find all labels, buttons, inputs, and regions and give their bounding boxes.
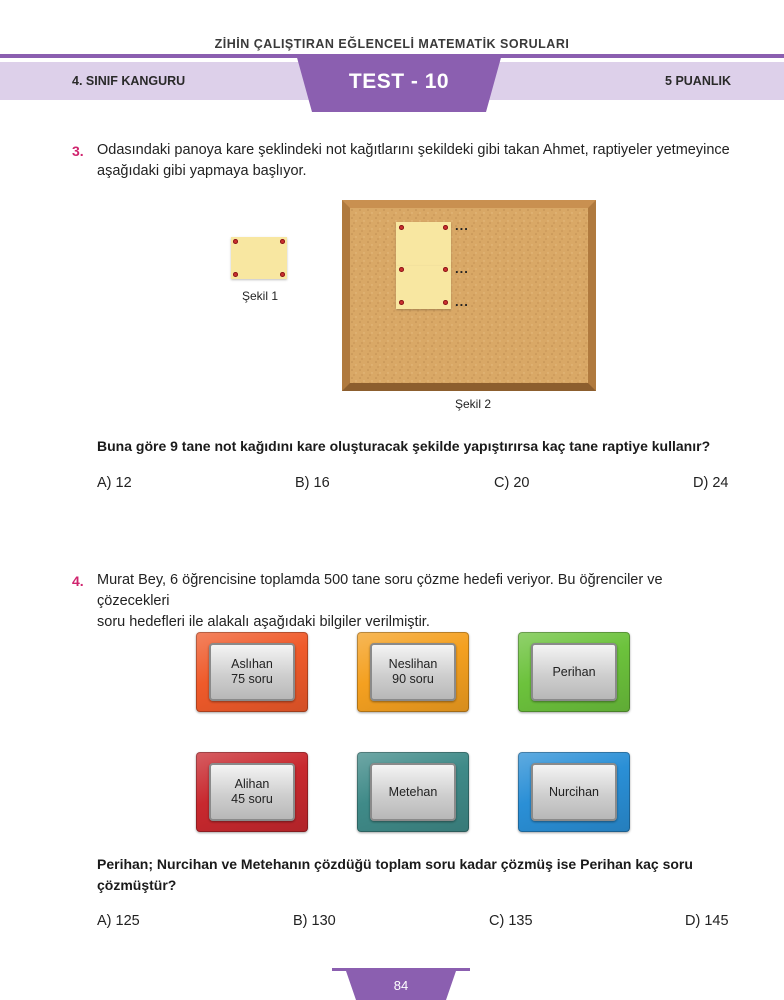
student-goal: 45 soru — [231, 792, 273, 806]
question-3-option-c[interactable]: C) 20 — [494, 475, 530, 491]
board-sticky-note — [396, 222, 451, 266]
ellipsis-row-1: ... — [455, 218, 469, 233]
pin-icon — [443, 267, 448, 272]
cork-board — [342, 200, 596, 391]
student-card-metehan — [357, 752, 469, 832]
question-3-option-d[interactable]: D) 24 — [693, 475, 729, 491]
figure-2-caption: Şekil 2 — [455, 397, 492, 411]
student-name: Alihan — [234, 777, 270, 791]
student-card-alihan — [196, 752, 308, 832]
pin-icon — [233, 239, 238, 244]
question-4-prompt-line1: Perihan; Nurcihan ve Metehanın çözdüğü toplam soru kadar çözmüş ise Perihan kaç soru — [97, 856, 693, 872]
pin-icon — [443, 225, 448, 230]
question-4-text — [97, 570, 737, 633]
pin-icon — [399, 300, 404, 305]
question-3-option-a[interactable]: A) 12 — [97, 475, 132, 491]
question-4-text-line2: soru hedefleri ile alakalı aşağıdaki bilgiler verilmiştir. — [97, 614, 430, 630]
pin-icon — [443, 300, 448, 305]
points-label: 5 PUANLIK — [665, 74, 731, 88]
question-4-option-a[interactable]: A) 125 — [97, 913, 140, 929]
student-card-aslihan — [196, 632, 308, 712]
student-goal: 75 soru — [231, 672, 273, 686]
student-name: Nurcihan — [548, 784, 600, 799]
question-4-option-d[interactable]: D) 145 — [685, 913, 729, 929]
question-4-text-line1: Murat Bey, 6 öğrencisine toplamda 500 tane soru çözme hedefi veriyor. Bu öğrenciler ve çözecekleri — [97, 572, 663, 609]
board-sticky-note — [396, 266, 451, 309]
student-name: Neslihan — [388, 657, 438, 671]
page-number: 84 — [393, 978, 409, 993]
question-4-prompt — [97, 854, 737, 896]
question-3-option-b[interactable]: B) 16 — [295, 475, 330, 491]
test-title: TEST - 10 — [348, 70, 450, 93]
question-4-option-b[interactable]: B) 130 — [293, 913, 336, 929]
student-goal: 90 soru — [392, 672, 434, 686]
question-4-number: 4. — [72, 573, 84, 589]
figure-1-caption: Şekil 1 — [242, 289, 279, 303]
student-card-neslihan — [357, 632, 469, 712]
pin-icon — [233, 272, 238, 277]
pin-icon — [280, 239, 285, 244]
grade-label: 4. SINIF KANGURU — [72, 74, 186, 88]
question-3-text-line2: aşağıdaki gibi yapmaya başlıyor. — [97, 163, 307, 179]
ellipsis-row-2: ... — [455, 261, 469, 276]
header-title: ZİHİN ÇALIŞTIRAN EĞLENCELİ MATEMATİK SORULARI — [214, 37, 570, 51]
pin-icon — [280, 272, 285, 277]
pin-icon — [399, 267, 404, 272]
student-name: Metehan — [388, 784, 438, 799]
question-3-text — [97, 140, 737, 182]
question-3-text-line1: Odasındaki panoya kare şeklindeki not kağıtlarını şekildeki gibi takan Ahmet, raptiyeler yetmeyince — [97, 142, 730, 158]
question-3-prompt: Buna göre 9 tane not kağıdını kare oluşturacak şekilde yapıştırırsa kaç tane raptiye kullanır? — [97, 438, 711, 454]
pin-icon — [399, 225, 404, 230]
question-4-option-c[interactable]: C) 135 — [489, 913, 533, 929]
figure-1-sticky-note — [231, 237, 287, 279]
student-card-nurcihan — [518, 752, 630, 832]
student-name: Perihan — [552, 664, 596, 679]
ellipsis-row-3: ... — [455, 294, 469, 309]
question-3-number: 3. — [72, 143, 84, 159]
question-4-prompt-line2: çözmüştür? — [97, 877, 177, 893]
student-card-perihan — [518, 632, 630, 712]
student-name: Aslıhan — [231, 657, 273, 671]
